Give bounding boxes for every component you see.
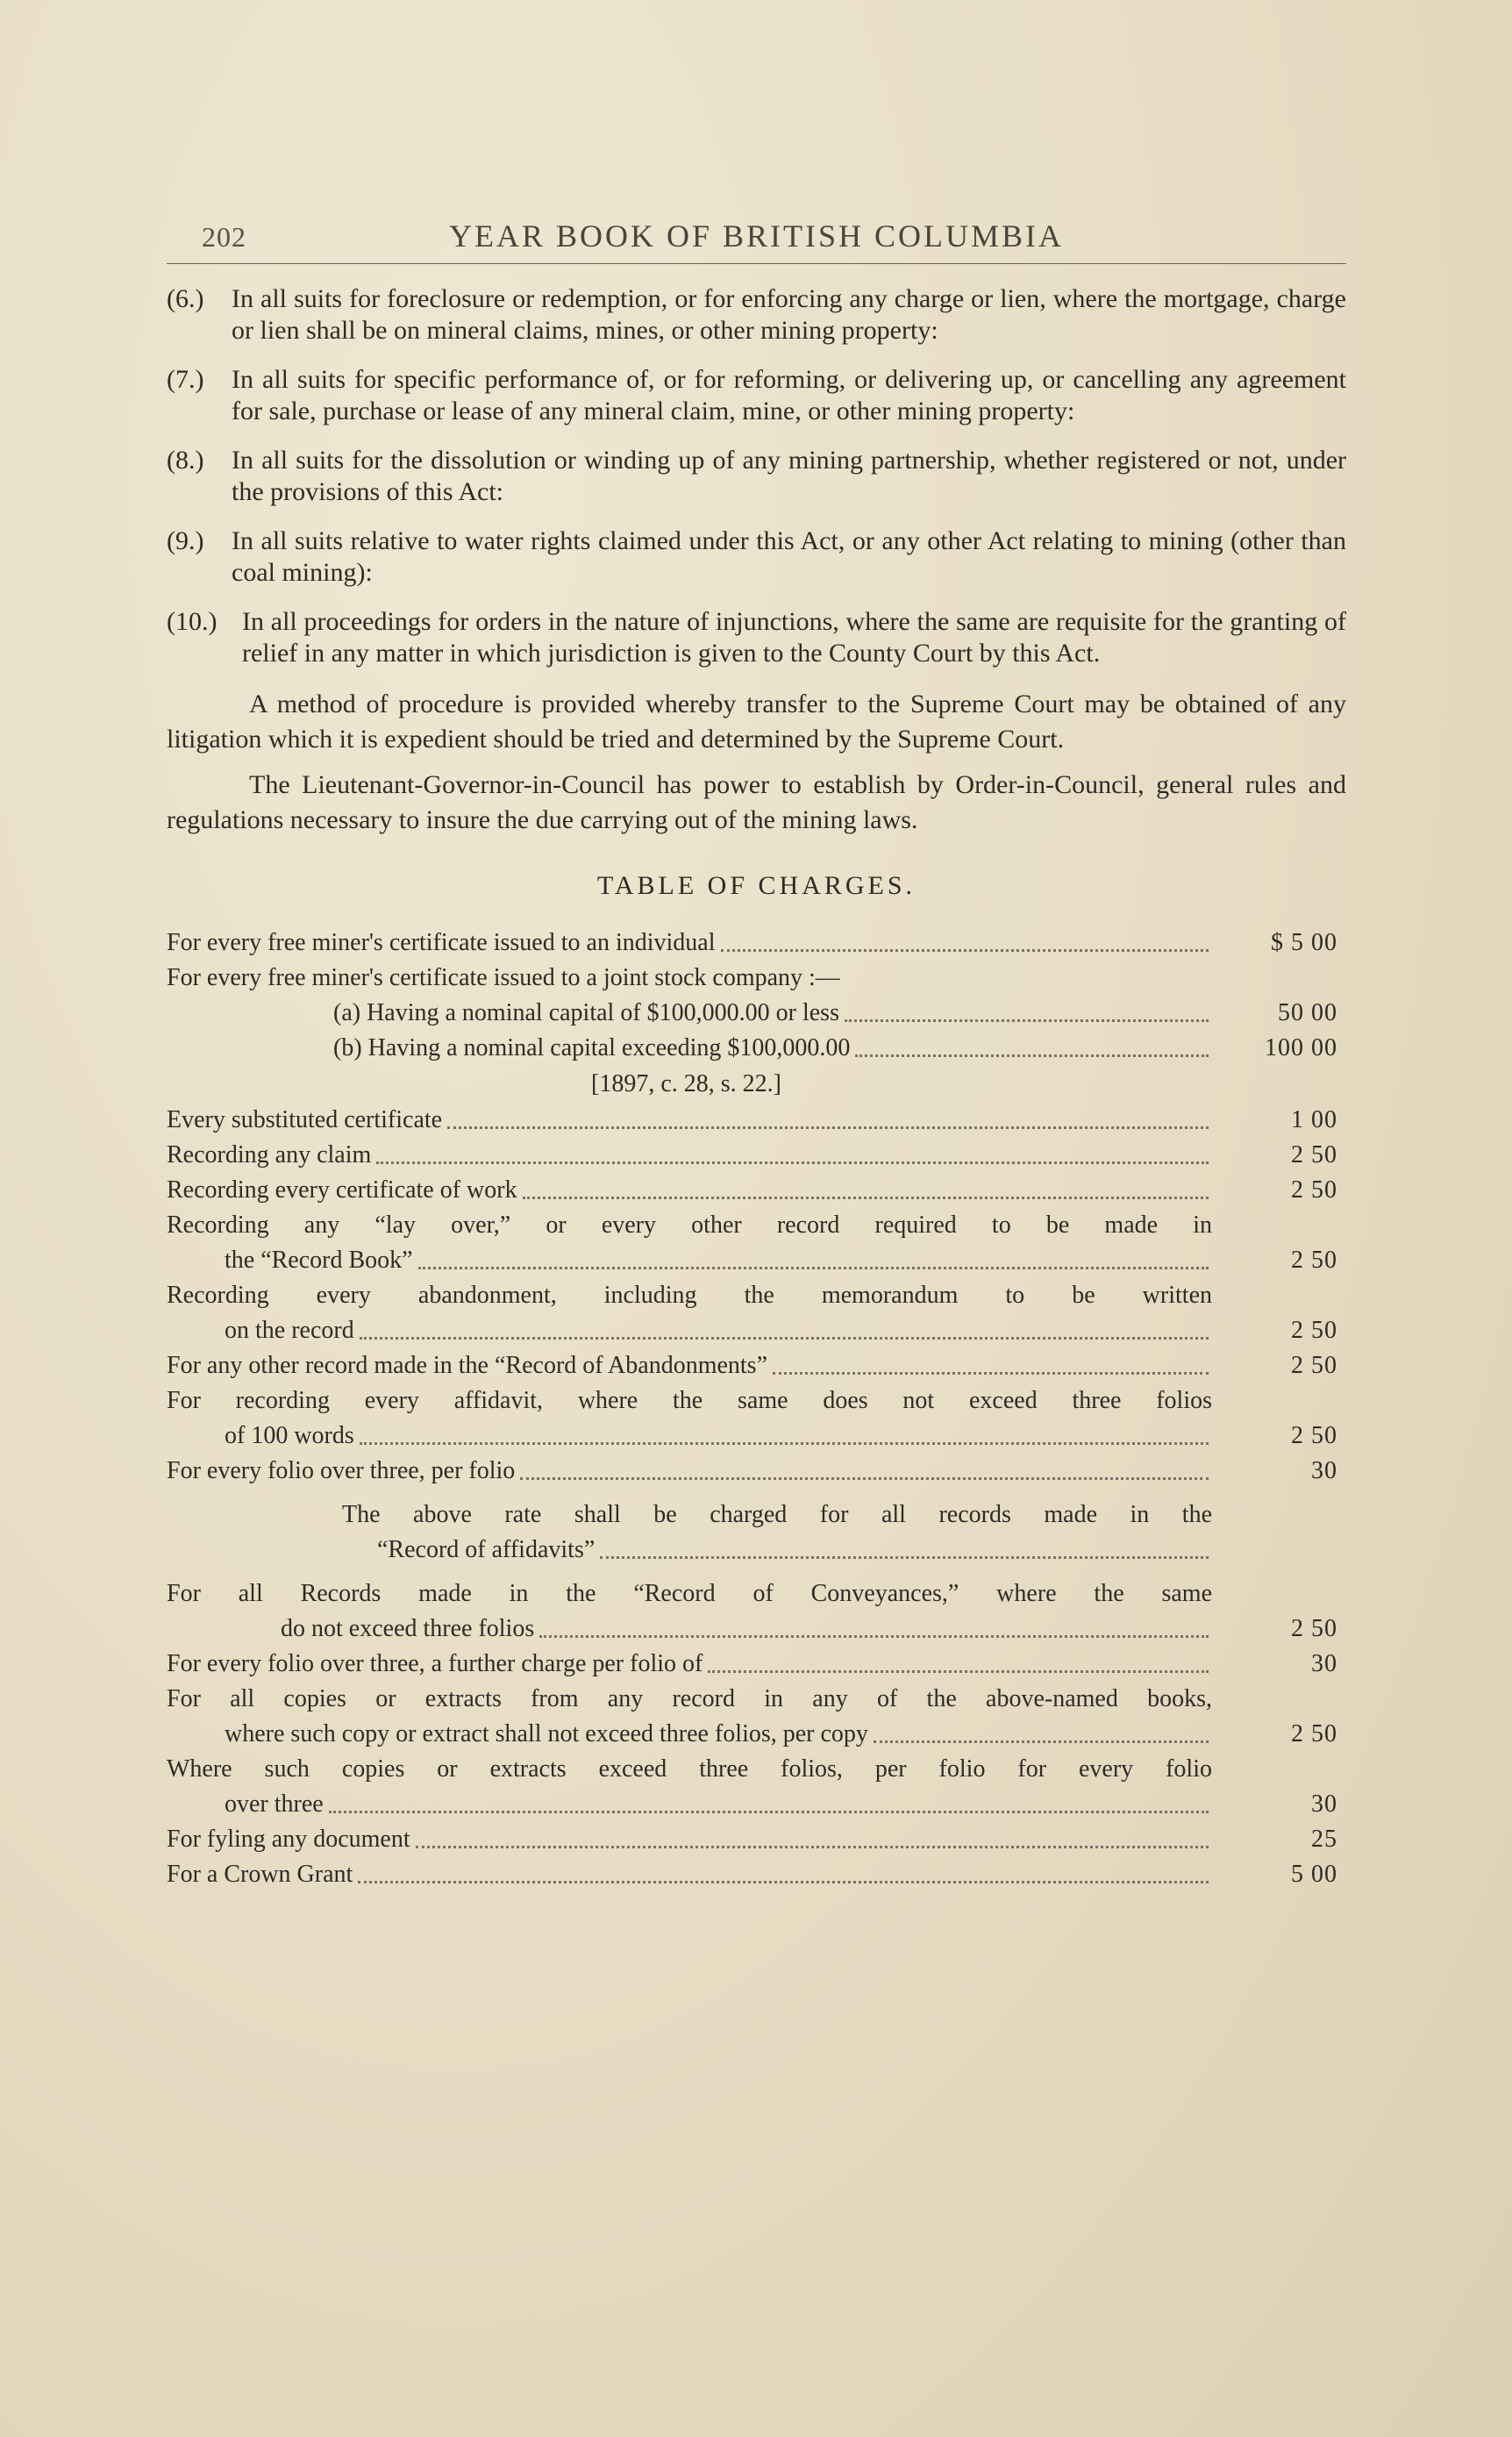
charge-description-continued: the “Record Book” (225, 1247, 413, 1274)
clause-number: (8.) (167, 446, 204, 475)
clause-number: (7.) (167, 365, 204, 394)
running-head (167, 211, 1346, 264)
charge-amount: 30 (1311, 1457, 1337, 1484)
charge-description: Recording every certificate of work (167, 1176, 517, 1204)
charge-row (167, 996, 1346, 1031)
clause-text: In all suits for specific performance of, or for reforming, or delivering up, or cancelling any agreement for sale, purchase or lease of any mineral claim, mine, or other mining property: (232, 365, 1346, 425)
charge-description: For every free miner's certificate issued to an individual (167, 929, 716, 956)
charge-amount: 2 50 (1291, 1422, 1337, 1449)
page (167, 211, 1346, 1892)
charge-amount: 2 50 (1291, 1317, 1337, 1344)
page-number: 202 (202, 221, 246, 253)
charge-note (167, 1497, 1346, 1568)
charge-row (167, 1647, 1346, 1682)
note-text: The above rate shall be charged for all records made in the (342, 1501, 1212, 1528)
charge-row (167, 1278, 1346, 1348)
charge-amount: 30 (1311, 1650, 1337, 1677)
charge-description: Every substituted certificate (167, 1106, 443, 1133)
charge-description: For all Records made in the “Record of Conveyances,” where the same (167, 1580, 1212, 1607)
charge-row (167, 1752, 1346, 1822)
clause (167, 364, 1346, 427)
charge-description: For all copies or extracts from any record in any of the above-named books, (167, 1685, 1212, 1712)
charge-description: (a) Having a nominal capital of $100,000.00 or less (333, 999, 839, 1026)
clause (167, 445, 1346, 508)
clause-text: In all suits for foreclosure or redemption, or for enforcing any charge or lien, where the mortgage, charge or lien shall be on mineral claims, mines, or other mining property: (232, 284, 1346, 345)
charge-amount: 2 50 (1291, 1176, 1337, 1204)
clause-number: (6.) (167, 284, 204, 313)
charge-amount: 1 00 (1291, 1106, 1337, 1133)
charge-amount: 100 00 (1265, 1034, 1337, 1061)
charge-description: For any other record made in the “Record of Abandonments” (167, 1352, 768, 1379)
charge-row (167, 1103, 1346, 1138)
charge-description: For recording every affidavit, where the same does not exceed three folios (167, 1387, 1212, 1414)
charge-description-continued: do not exceed three folios (281, 1615, 535, 1642)
charge-amount: $ 5 00 (1271, 929, 1337, 956)
charge-amount: 2 50 (1291, 1615, 1337, 1642)
charge-description-continued: over three (225, 1790, 324, 1818)
charge-description-continued: of 100 words (225, 1422, 354, 1449)
charge-row (167, 1138, 1346, 1173)
charge-row (167, 1576, 1346, 1647)
charge-description: For every free miner's certificate issued to a joint stock company :— (167, 964, 840, 991)
charge-amount: 50 00 (1278, 999, 1337, 1026)
charge-amount: 30 (1311, 1790, 1337, 1818)
charge-description-continued: where such copy or extract shall not exceed three folios, per copy (225, 1720, 868, 1747)
clause-text: In all proceedings for orders in the nature of injunctions, where the same are requisite for the granting of relief in any matter in which jurisdiction is given to the County Court by this Act. (242, 607, 1346, 668)
charges-table (167, 925, 1346, 1892)
body-paragraph: A method of procedure is provided whereby transfer to the Supreme Court may be obtained of any litigation which it is expedient should be tried and determined by the Supreme Court. (167, 690, 1346, 754)
clause-text: In all suits for the dissolution or winding up of any mining partnership, whether registered or not, under the provisions of this Act: (232, 446, 1346, 506)
charge-description: For every folio over three, per folio (167, 1457, 516, 1484)
charge-description: Recording any claim (167, 1141, 372, 1168)
clause-list (167, 283, 1346, 669)
charge-row (167, 1208, 1346, 1278)
charge-description: Recording any “lay over,” or every other record required to be made in (167, 1211, 1212, 1239)
charge-amount: 25 (1311, 1826, 1337, 1853)
charge-row (167, 1682, 1346, 1752)
charge-amount: 2 50 (1291, 1141, 1337, 1168)
charge-description: For a Crown Grant (167, 1861, 353, 1888)
charge-amount: 2 50 (1291, 1720, 1337, 1747)
clause-text: In all suits relative to water rights claimed under this Act, or any other Act relating to mining (other than coal mining): (232, 526, 1346, 587)
charge-description: Where such copies or extracts exceed three folios, per folio for every folio (167, 1755, 1212, 1783)
clause-number: (10.) (167, 607, 218, 636)
charge-amount: 2 50 (1291, 1247, 1337, 1274)
charge-description: Recording every abandonment, including the memorandum to be written (167, 1282, 1212, 1309)
charge-row (167, 925, 1346, 961)
charge-amount: 5 00 (1291, 1861, 1337, 1888)
charge-description: For every folio over three, a further charge per folio of (167, 1650, 703, 1677)
charge-row (167, 1348, 1346, 1383)
charge-row (167, 1454, 1346, 1489)
charge-description-continued: on the record (225, 1317, 354, 1344)
charge-amount: 2 50 (1291, 1352, 1337, 1379)
charge-description: For fyling any document (167, 1826, 410, 1853)
statute-citation: [1897, c. 28, s. 22.] (591, 1070, 781, 1097)
body-paragraph: The Lieutenant-Governor-in-Council has power to establish by Order-in-Council, general rules and regulations necessary to insure the due carrying out of the mining laws. (167, 770, 1346, 834)
note-text-continued: “Record of affidavits” (377, 1536, 596, 1563)
charge-row (167, 1031, 1346, 1066)
clause (167, 525, 1346, 589)
charge-description: (b) Having a nominal capital exceeding $100,000.00 (333, 1034, 851, 1061)
clause-number: (9.) (167, 526, 204, 555)
charge-row (167, 1857, 1346, 1892)
table-title: TABLE OF CHARGES. (596, 871, 916, 900)
clause (167, 283, 1346, 347)
clause (167, 606, 1346, 669)
charge-row (167, 1383, 1346, 1454)
charge-row (167, 961, 1346, 996)
charge-row (167, 1822, 1346, 1857)
running-title: YEAR BOOK OF BRITISH COLUMBIA (448, 218, 1065, 254)
charge-row (167, 1173, 1346, 1208)
